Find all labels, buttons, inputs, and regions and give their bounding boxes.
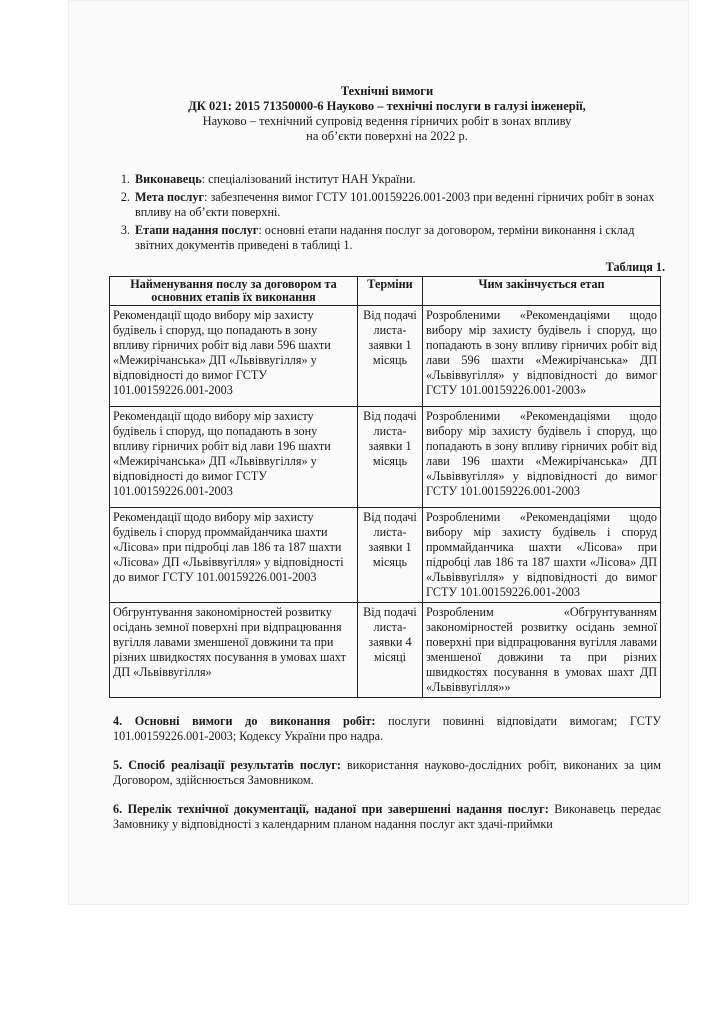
document-subtitle-1: Науково – технічний супровід ведення гірничих робіт в зонах впливу — [202, 114, 572, 128]
requirements-list — [113, 172, 661, 253]
services-table — [109, 276, 661, 698]
section-5 — [113, 758, 661, 788]
section-6 — [113, 802, 661, 832]
section-text: використання науково-дослідних робіт, виконаних за цим Договором, здійснюється Замовником. — [113, 758, 661, 787]
cell-result: Розробленим «Обгрунтуванням закономірностей розвитку осідань земної поверхні при відпрацювання вугілля лавами зменшеної довжини та при різних швидкостях посування в умовах шахт ДП «Львіввугілля»» — [423, 603, 661, 698]
cell-term: Від подачі листа-заявки 4 місяці — [358, 603, 423, 698]
cell-result: Розробленими «Рекомендаціями щодо вибору мір захисту будівель і споруд проммайданчика шахти «Лісова» при підробці лав 186 та 187 шахти «Лісова» ДП «Львіввугілля» у відповідності до вимог ГСТУ 101.00159226.001-2003 — [423, 508, 661, 603]
table-row — [110, 603, 661, 698]
section-text: послуги повинні відповідати вимогам; ГСТУ 101.00159226.001-2003; Кодексу України про надра. — [113, 714, 661, 743]
cell-name: Обгрунтування закономірностей розвитку осідань земної поверхні при відпрацювання вугілля лавами зменшеної довжини та при різних швидкостях посування в умовах шахт ДП «Львіввугілля» — [110, 603, 358, 698]
cell-term: Від подачі листа-заявки 1 місяць — [358, 407, 423, 508]
section-4 — [113, 714, 661, 744]
list-item — [133, 190, 661, 220]
item-text: : основні етапи надання послуг за договором, терміни виконання і склад звітних документів приведені в таблиці 1. — [135, 223, 635, 252]
list-item — [133, 172, 661, 187]
table-caption: Таблиця 1. — [605, 260, 665, 274]
column-header-name: Найменування послу за договором та основних етапів їх виконання — [110, 277, 358, 306]
cell-name: Рекомендації щодо вибору мір захисту будівель і споруд, що попадають в зону впливу гірничих робіт від лави 596 шахти «Межирічанська» ДП «Львіввугілля» у відповідності до вимог ГСТУ 101.00159226.001-2003 — [110, 306, 358, 407]
section-label: 6. Перелік технічної документації, наданої при завершенні надання послуг: — [113, 802, 549, 816]
table-row — [110, 508, 661, 603]
item-label: Мета послуг — [135, 190, 205, 204]
column-header-result: Чим закінчується етап — [423, 277, 661, 306]
table-row — [110, 407, 661, 508]
document-header — [113, 84, 661, 144]
table-row — [110, 306, 661, 407]
item-text: : забезпечення вимог ГСТУ 101.00159226.001-2003 при веденні гірничих робіт в зонах впливу на об’єкти поверхні. — [135, 190, 655, 219]
section-label: 4. Основні вимоги до виконання робіт: — [113, 714, 376, 728]
cell-term: Від подачі листа-заявки 1 місяць — [358, 306, 423, 407]
cell-term: Від подачі листа-заявки 1 місяць — [358, 508, 423, 603]
list-item — [133, 223, 661, 253]
document-code-line: ДК 021: 2015 71350000-6 Науково – технічні послуги в галузі інженерії, — [188, 99, 586, 113]
document-page — [113, 84, 665, 832]
section-text: Виконавець передає Замовнику у відповідності з календарним планом надання послуг акт здачі-приймки — [113, 802, 661, 831]
item-label: Виконавець — [135, 172, 202, 186]
column-header-term: Терміни — [358, 277, 423, 306]
item-text: : спеціалізований інститут НАН України. — [201, 172, 416, 186]
cell-result: Розробленими «Рекомендаціями щодо вибору мір захисту будівель і споруд, що попадають в зону впливу гірничих робіт від лави 596 шахти «Межирічанська» ДП «Львіввугілля» у відповідності до вимог ГСТУ 101.00159226.001-2003» — [423, 306, 661, 407]
cell-name: Рекомендації щодо вибору мір захисту будівель і споруд, що попадають в зону впливу гірничих робіт від лави 196 шахти «Межирічанська» ДП «Львіввугілля» у відповідності до вимог ГСТУ 101.00159226.001-2003 — [110, 407, 358, 508]
cell-result: Розробленими «Рекомендаціями щодо вибору мір захисту будівель і споруд, що попадають в зону впливу гірничих робіт від лави 196 шахти «Межирічанська» ДП «Львіввугілля» у відповідності до вимог ГСТУ 101.00159226.001-2003 — [423, 407, 661, 508]
document-subtitle-2: на об’єкти поверхні на 2022 р. — [306, 129, 468, 143]
section-label: 5. Спосіб реалізації результатів послуг: — [113, 758, 341, 772]
document-title: Технічні вимоги — [340, 84, 434, 98]
cell-name: Рекомендації щодо вибору мір захисту будівель і споруд проммайданчика шахти «Лісова» при підробці лав 186 та 187 шахти «Лісова» ДП «Львіввугілля» у відповідності до вимог ГСТУ 101.00159226.001-2003 — [110, 508, 358, 603]
table-header-row — [110, 277, 661, 306]
item-label: Етапи надання послуг — [135, 223, 259, 237]
